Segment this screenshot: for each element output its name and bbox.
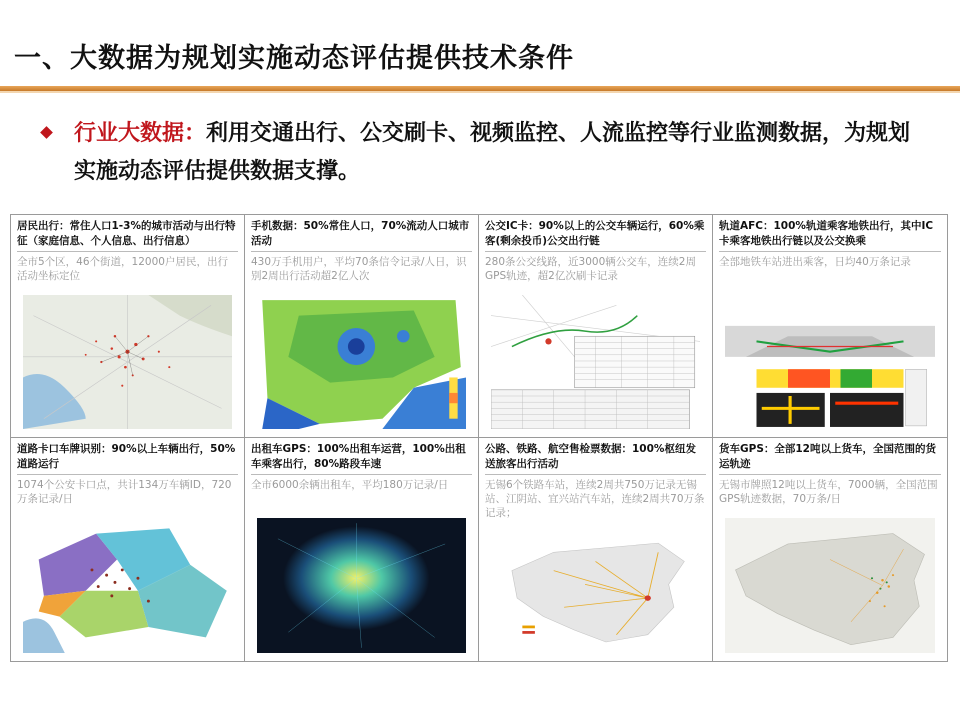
cell-description: 全市5个区，46个街道，12000户居民，出行活动坐标定位 — [17, 256, 228, 282]
cell-metro-afc — [713, 215, 947, 438]
mobile-density-map-image — [257, 295, 466, 429]
cell-heading: 手机数据：50%常住人口，70%流动人口城市活动 — [251, 219, 472, 252]
cell-description: 280条公交线路，近3000辆公交车，连续2周GPS轨迹，超2亿次刷卡记录 — [485, 256, 696, 282]
cell-heading: 出租车GPS：100%出租车运营，100%出租车乘客出行，80%路段车速 — [251, 442, 472, 475]
title-divider-shadow — [0, 91, 960, 93]
cell-description: 1074个公安卡口点，共计134万车辆ID，720万条记录/日 — [17, 479, 232, 505]
cell-heading: 公交IC卡：90%以上的公交车辆运行，60%乘客(剩余投币)公交出行链 — [485, 219, 706, 252]
cell-description: 430万手机用户，平均70条信令记录/人日，识别2周出行活动超2亿人次 — [251, 256, 467, 282]
china-rail-map-image — [491, 534, 700, 653]
cell-heading: 居民出行：常住人口1-3%的城市活动与出行特征（家庭信息、个人信息、出行信息） — [17, 219, 238, 252]
lead-paragraph — [74, 115, 924, 191]
resident-trip-map-image — [23, 295, 232, 429]
cell-bus-ic-card — [479, 215, 713, 438]
cell-heading: 轨道AFC：100%轨道乘客地铁出行，其中IC卡乘客地铁出行链以及公交换乘 — [719, 219, 941, 252]
taxi-trajectory-image — [257, 518, 466, 653]
page-title: 一、大数据为规划实施动态评估提供技术条件 — [14, 43, 574, 74]
bus-route-table-image — [491, 295, 700, 429]
cell-heading: 道路卡口车牌识别：90%以上车辆出行，50%道路运行 — [17, 442, 238, 475]
cell-description: 全部地铁车站进出乘客，日均40万条记录 — [719, 256, 911, 268]
cell-mobile-data — [245, 215, 479, 438]
cell-freight-gps — [713, 438, 947, 661]
freight-trajectory-map-image — [725, 518, 935, 653]
lead-text: 利用交通出行、公交刷卡、视频监控、人流监控等行业监测数据，为规划实施动态评估提供数据支撑。 — [74, 121, 911, 184]
cell-description: 无锡6个铁路车站，连续2周共750万记录无锡站、江阴站、宜兴站汽车站，连续2周共70万条记录； — [485, 479, 705, 519]
diamond-bullet-icon — [40, 126, 53, 139]
cell-road-checkpoint — [11, 438, 245, 661]
lead-highlight: 行业大数据： — [74, 121, 207, 146]
cell-taxi-gps — [245, 438, 479, 661]
cell-ticket-data — [479, 438, 713, 661]
cell-heading: 公路、铁路、航空售检票数据：100%枢纽发送旅客出行活动 — [485, 442, 706, 475]
cell-description: 无锡市牌照12吨以上货车，7000辆，全国范围GPS轨迹数据，70万条/日 — [719, 479, 938, 505]
data-source-grid — [10, 214, 948, 662]
metro-station-flow-image — [725, 295, 935, 429]
cell-heading: 货车GPS：全部12吨以上货车，全国范围的货运轨迹 — [719, 442, 941, 475]
cell-resident-trips — [11, 215, 245, 438]
cell-description: 全市6000余辆出租车，平均180万记录/日 — [251, 479, 449, 491]
checkpoint-district-map-image — [23, 518, 232, 653]
